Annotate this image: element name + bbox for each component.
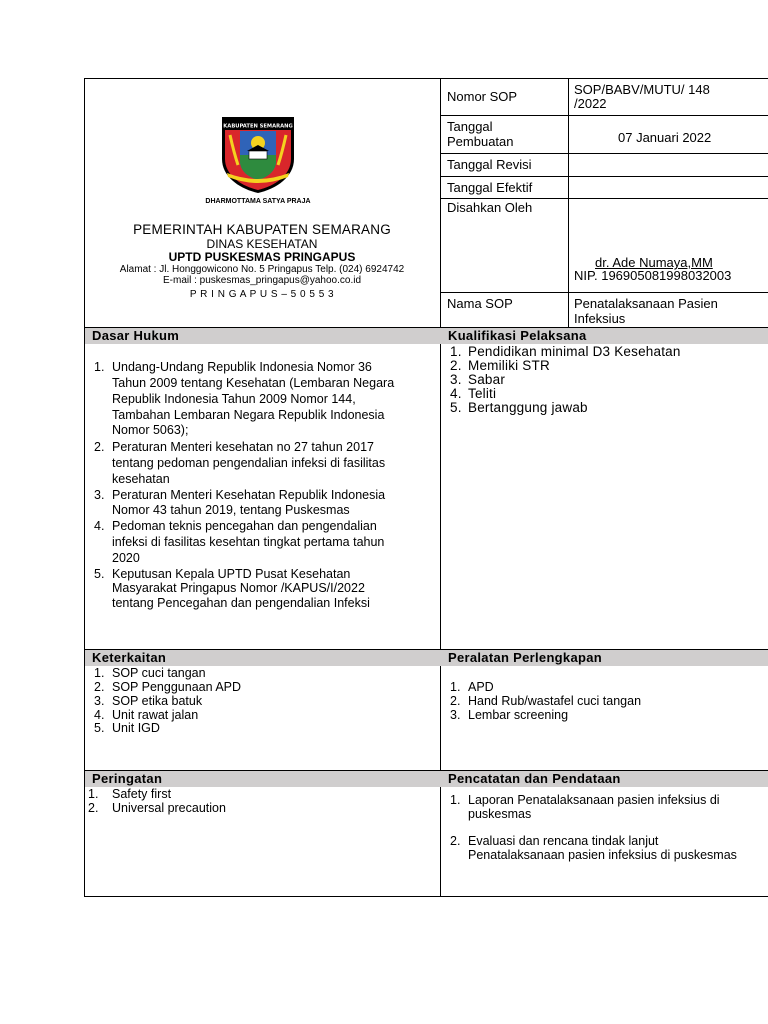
gov-line: PEMERINTAH KABUPATEN SEMARANG [133,222,391,237]
kabupaten-semarang-logo-icon [218,115,298,195]
nama-sop-value-1: Penatalaksanaan Pasien [574,296,718,311]
unit-line: UPTD PUSKESMAS PRINGAPUS [168,250,356,264]
nama-sop-label: Nama SOP [447,296,513,311]
tgl-revisi-label: Tanggal Revisi [447,157,532,172]
section-header-dasar-hukum: Dasar Hukum [85,328,447,344]
section-header-kualifikasi: Kualifikasi Pelaksana [441,328,768,344]
section-header-keterkaitan: Keterkaitan [85,650,447,666]
section-header-pencatatan: Pencatatan dan Pendataan [441,771,768,787]
section-header-peralatan: Peralatan Perlengkapan [441,650,768,666]
tgl-efektif-label: Tanggal Efektif [447,180,533,195]
nomor-sop-value-1: SOP/BABV/MUTU/ 148 [574,82,710,97]
tgl-buat-value: 07 Januari 2022 [618,130,712,145]
signer-name: dr. Ade Numaya,MM [595,255,713,270]
email-line: E-mail : puskesmas_pringapus@yahoo.co.id [162,275,362,286]
nomor-sop-label: Nomor SOP [447,89,518,104]
section-header-peringatan: Peringatan [85,771,447,787]
signer-nip: NIP. 196905081998032003 [574,268,732,283]
logo-motto: DHARMOTTAMA SATYA PRAJA [205,198,311,205]
svg-text:KABUPATEN SEMARANG: KABUPATEN SEMARANG [223,123,293,130]
address-line: Alamat : Jl. Honggowicono No. 5 Pringapus Telp. (024) 6924742 [119,264,405,275]
tgl-buat-label-2: Pembuatan [447,134,514,149]
city-line: P R I N G A P U S – 5 0 5 5 3 [189,289,335,300]
disahkan-label: Disahkan Oleh [447,200,533,215]
tgl-buat-label-1: Tanggal [447,119,493,134]
nama-sop-value-2: Infeksius [574,311,626,326]
dept-line: DINAS KESEHATAN [206,237,318,251]
nomor-sop-value-2: /2022 [574,96,607,111]
